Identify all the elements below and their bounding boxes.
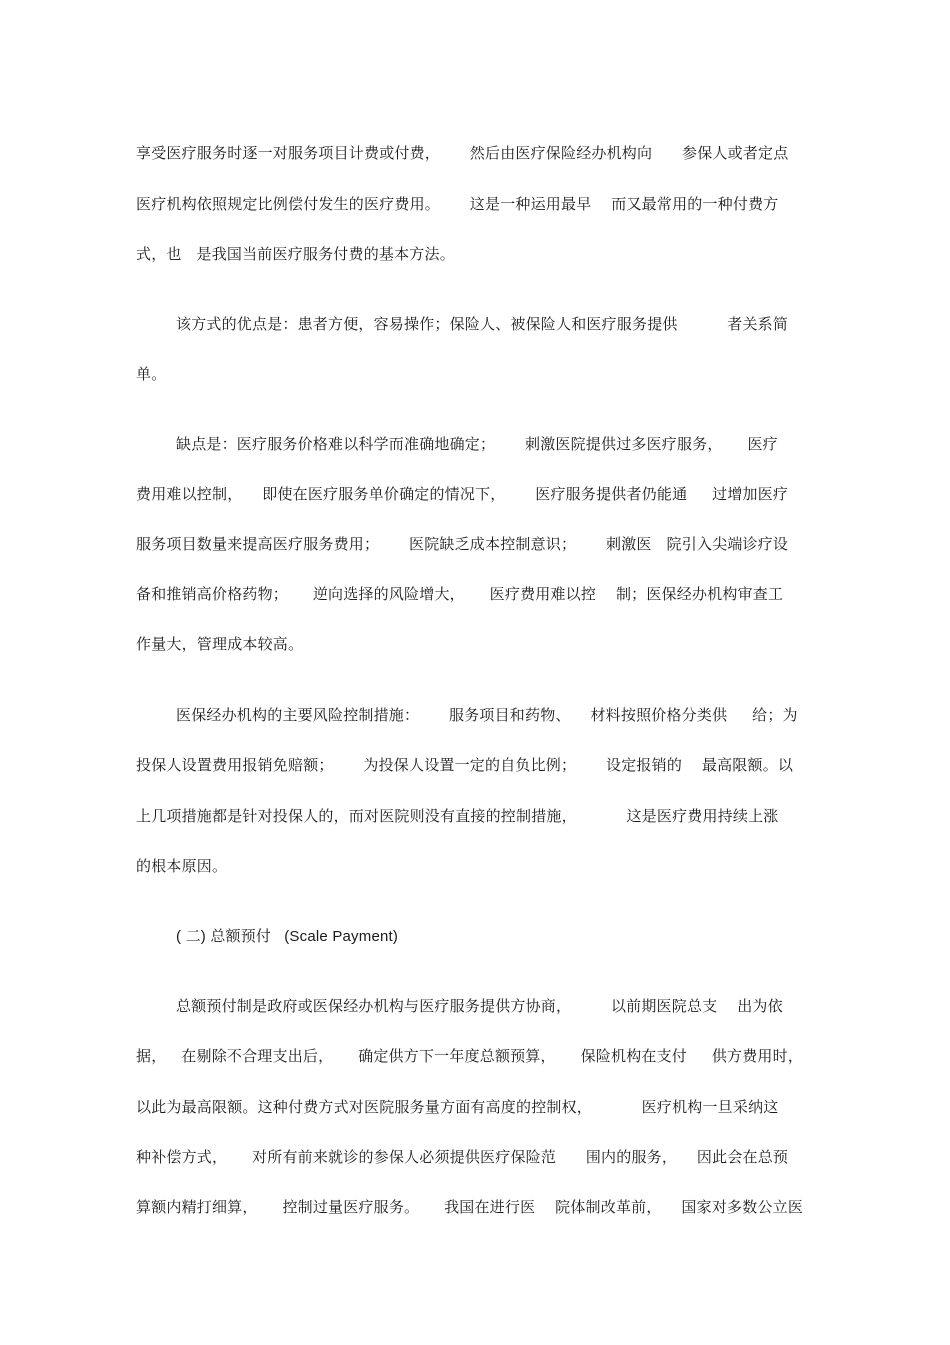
text-line: 种补偿方式， 对所有前来就诊的参保人必须提供医疗保险范 围内的服务， 因此会在总预 xyxy=(136,1148,789,1166)
text-line: 算额内精打细算， 控制过量医疗服务。 我国在进行医 院体制改革前， 国家对多数公立医 xyxy=(136,1198,804,1216)
text-line: 作量大，管理成本较高。 xyxy=(136,635,304,653)
section-heading: ( 二) 总额预付 (Scale Payment) xyxy=(176,928,399,945)
text-line: 投保人设置费用报销免赔额； 为投保人设置一定的自负比例； 设定报销的 最高限额。以 xyxy=(136,756,794,774)
text-line: 缺点是：医疗服务价格难以科学而准确地确定； 刺激医院提供过多医疗服务， 医疗 xyxy=(176,435,778,453)
text-line: 单。 xyxy=(136,365,167,383)
text-line: 据， 在剔除不合理支出后， 确定供方下一年度总额预算， 保险机构在支付 供方费用时， xyxy=(136,1047,804,1065)
text-line: 医疗机构依照规定比例偿付发生的医疗费用。 这是一种运用最早 而又最常用的一种付费方 xyxy=(136,195,779,213)
text-line: 式，也 是我国当前医疗服务付费的基本方法。 xyxy=(136,245,455,263)
text-line: 费用难以控制， 即使在医疗服务单价确定的情况下， 医疗服务提供者仍能通 过增加医疗 xyxy=(136,485,789,503)
text-line: 该方式的优点是：患者方便，容易操作；保险人、被保险人和医疗服务提供 者关系简 xyxy=(176,315,789,333)
text-line: 总额预付制是政府或医保经办机构与医疗服务提供方协商， 以前期医院总支 出为依 xyxy=(176,997,783,1015)
text-line: 上几项措施都是针对投保人的，而对医院则没有直接的控制措施， 这是医疗费用持续上涨 xyxy=(136,807,779,825)
text-line: 服务项目数量来提高医疗服务费用； 医院缺乏成本控制意识； 刺激医 院引入尖端诊疗设 xyxy=(136,535,789,553)
text-line: 享受医疗服务时逐一对服务项目计费或付费， 然后由医疗保险经办机构向 参保人或者定点 xyxy=(136,144,789,162)
text-line: 以此为最高限额。这种付费方式对医院服务量方面有高度的控制权， 医疗机构一旦采纳这 xyxy=(136,1098,779,1116)
text-line: 医保经办机构的主要风险控制措施： 服务项目和药物、 材料按照价格分类供 给；为 xyxy=(176,706,798,724)
text-line: 的根本原因。 xyxy=(136,857,228,875)
text-line: 备和推销高价格药物； 逆向选择的风险增大， 医疗费用难以控 制；医保经办机构审查工 xyxy=(136,585,784,603)
